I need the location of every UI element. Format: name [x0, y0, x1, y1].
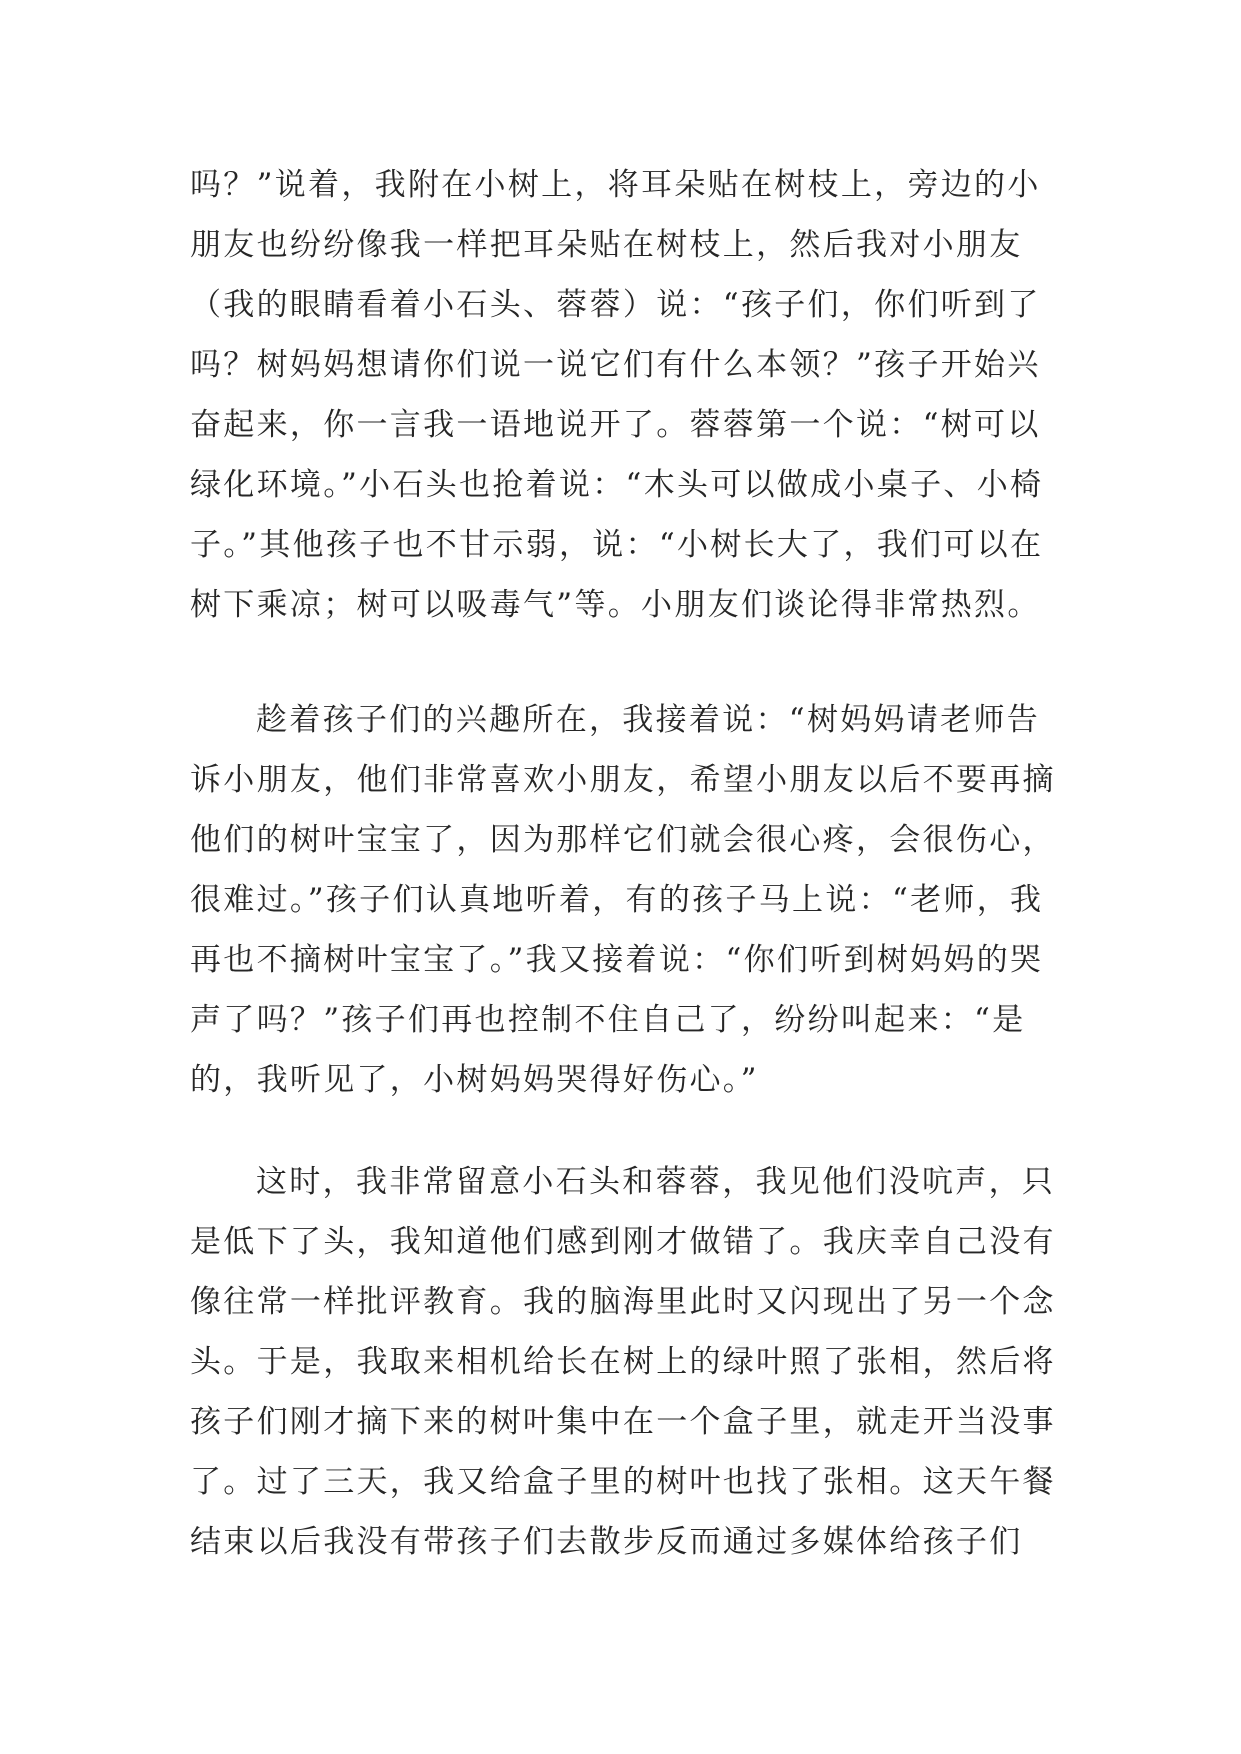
paragraph-2 — [190, 690, 1056, 1110]
text-line: 吗？”说着，我附在小树上，将耳朵贴在树枝上，旁边的小 — [190, 167, 1041, 203]
text-line: （我的眼睛看着小石头、蓉蓉）说：“孩子们，你们听到了 — [190, 287, 1041, 323]
text-line: 像往常一样批评教育。我的脑海里此时又闪现出了另一个念 — [190, 1284, 1056, 1320]
text-line: 奋起来，你一言我一语地说开了。蓉蓉第一个说：“树可以 — [190, 407, 1041, 443]
text-line: 孩子们刚才摘下来的树叶集中在一个盒子里，就走开当没事 — [190, 1404, 1056, 1440]
text-line: 了。过了三天，我又给盒子里的树叶也找了张相。这天午餐 — [190, 1464, 1056, 1500]
text-line: 是低下了头，我知道他们感到刚才做错了。我庆幸自己没有 — [190, 1224, 1056, 1260]
text-line: 他们的树叶宝宝了，因为那样它们就会很心疼，会很伤心， — [190, 822, 1056, 858]
text-line: 这时，我非常留意小石头和蓉蓉，我见他们没吭声，只 — [256, 1164, 1056, 1200]
text-line: 结束以后我没有带孩子们去散步反而通过多媒体给孩子们 — [190, 1524, 1023, 1560]
text-line: 子。”其他孩子也不甘示弱，说：“小树长大了，我们可以在 — [190, 527, 1044, 563]
text-line: 朋友也纷纷像我一样把耳朵贴在树枝上，然后我对小朋友 — [190, 227, 1023, 263]
text-line: 头。于是，我取来相机给长在树上的绿叶照了张相，然后将 — [190, 1344, 1056, 1380]
text-line: 再也不摘树叶宝宝了。”我又接着说：“你们听到树妈妈的哭 — [190, 942, 1044, 978]
paragraph-1 — [190, 155, 1050, 635]
text-line: 很难过。”孩子们认真地听着，有的孩子马上说：“老师，我 — [190, 882, 1044, 918]
text-line: 声了吗？”孩子们再也控制不住自己了，纷纷叫起来：“是 — [190, 1002, 1026, 1038]
text-line: 绿化环境。”小石头也抢着说：“木头可以做成小桌子、小椅 — [190, 467, 1044, 503]
text-line: 诉小朋友，他们非常喜欢小朋友，希望小朋友以后不要再摘 — [190, 762, 1056, 798]
text-line: 的，我听见了，小树妈妈哭得好伤心。” — [190, 1062, 759, 1098]
text-line: 吗？树妈妈想请你们说一说它们有什么本领？”孩子开始兴 — [190, 347, 1041, 383]
text-line: 趁着孩子们的兴趣所在，我接着说：“树妈妈请老师告 — [256, 702, 1041, 738]
text-line: 树下乘凉；树可以吸毒气”等。小朋友们谈论得非常热烈。 — [190, 587, 1041, 623]
paragraph-3 — [190, 1152, 1056, 1572]
